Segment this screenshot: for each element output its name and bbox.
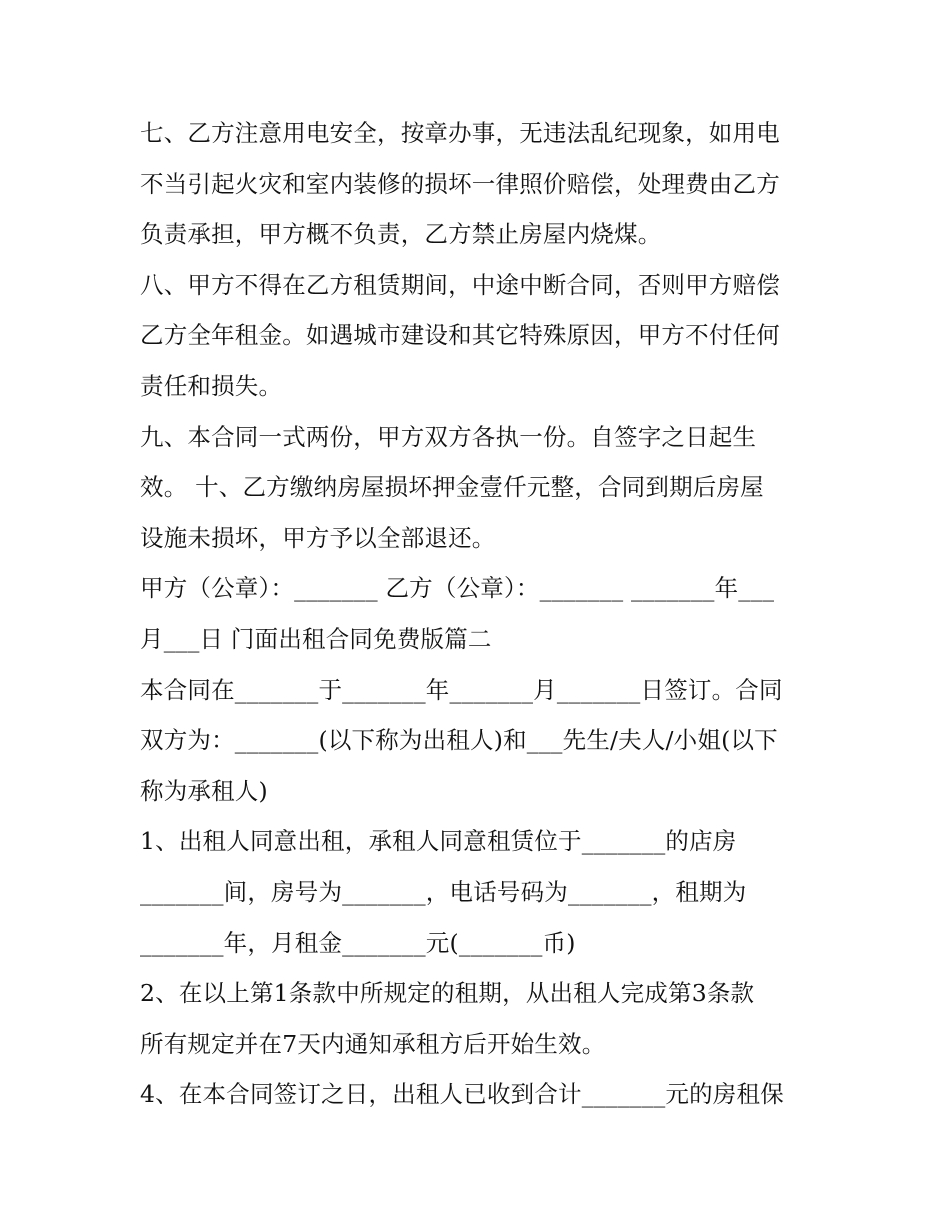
text-line: 设施未损坏，甲方予以全部退还。 — [140, 523, 496, 552]
text-line: 本合同在_______于_______年_______月_______日签订。合同 — [140, 675, 783, 704]
text-line: 负责承担，甲方概不负责，乙方禁止房屋内烧煤。 — [140, 220, 662, 249]
text-line: 不当引起火灾和室内装修的损坏一律照价赔偿，处理费由乙方 — [140, 169, 780, 198]
document-body — [140, 108, 820, 1120]
signature-line: 甲方（公章）：_______ 乙方（公章）：_______ _______年___ — [140, 574, 775, 603]
text-line: _______年，月租金_______元(_______币) — [140, 928, 576, 957]
text-line: 所有规定并在7天内通知承租方后开始生效。 — [140, 1029, 606, 1058]
text-line: 1、出租人同意出租，承租人同意租赁位于_______的店房 — [140, 827, 737, 856]
text-line: 2、在以上第1条款中所规定的租期，从出租人完成第3条款 — [140, 979, 755, 1008]
text-line: 双方为：_______(以下称为出租人)和___先生/夫人/小姐(以下 — [140, 726, 778, 755]
text-line: 九、本合同一式两份，甲方双方各执一份。自签字之日起生 — [140, 422, 757, 451]
text-line: _______间，房号为_______，电话号码为_______，租期为 — [140, 877, 747, 906]
section-heading-line: 月___日 门面出租合同免费版篇二 — [140, 624, 492, 653]
text-line: 称为承租人) — [140, 776, 268, 805]
text-line: 乙方全年租金。如遇城市建设和其它特殊原因，甲方不付任何 — [140, 321, 780, 350]
text-line: 4、在本合同签订之日，出租人已收到合计_______元的房租保 — [140, 1080, 784, 1109]
text-line: 八、甲方不得在乙方租赁期间，中途中断合同，否则甲方赔偿 — [140, 270, 780, 299]
text-line: 责任和损失。 — [140, 371, 283, 400]
text-line: 七、乙方注意用电安全，按章办事，无违法乱纪现象，如用电 — [140, 119, 780, 147]
text-line: 效。 十、乙方缴纳房屋损坏押金壹仟元整，合同到期后房屋 — [140, 473, 764, 502]
